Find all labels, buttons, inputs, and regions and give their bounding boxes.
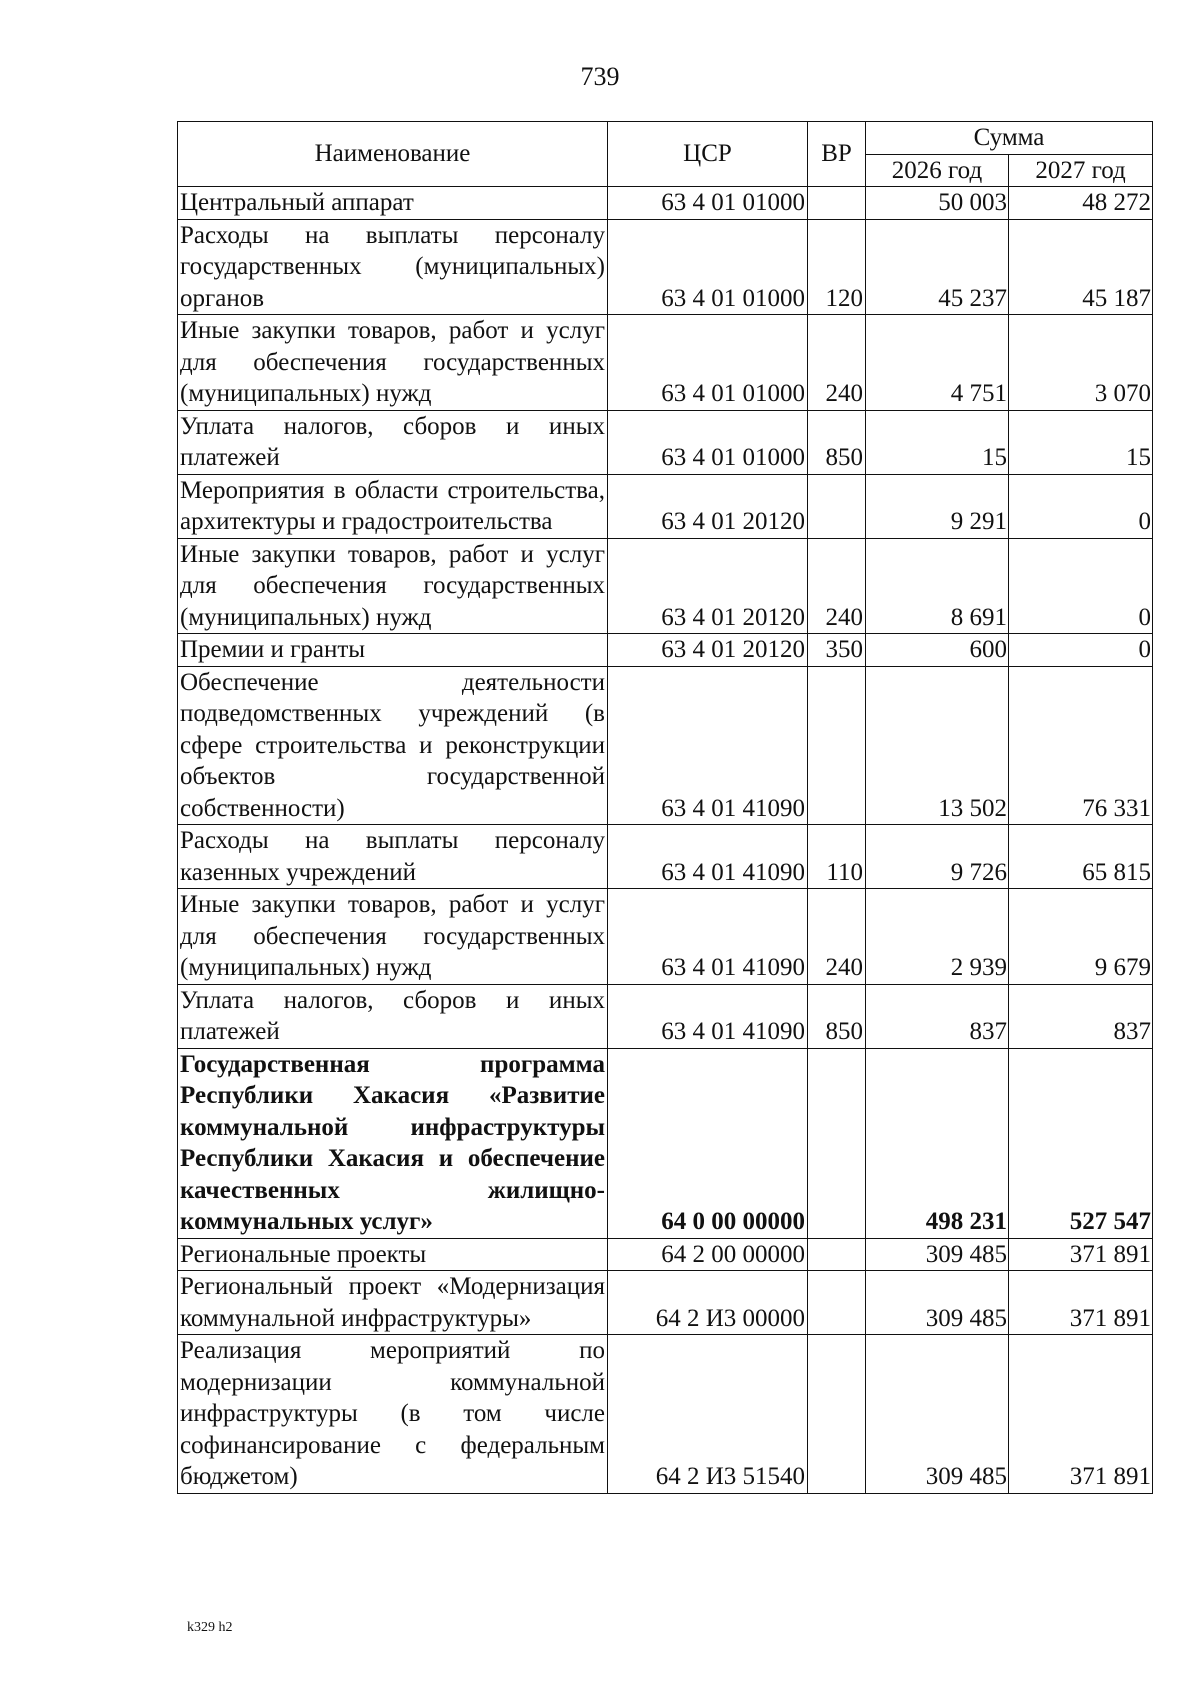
row-sum-2026: 309 485	[866, 1335, 1009, 1494]
row-vr	[808, 666, 866, 825]
row-sum-2026: 9 291	[866, 474, 1009, 538]
row-name: Уплата налогов, сборов и иных платежей	[178, 984, 608, 1048]
row-name: Государственная программа Республики Хакасия «Развитие коммунальной инфраструктуры Республики Хакасия и обеспечение качественных жилищно-коммунальных услуг»	[178, 1048, 608, 1238]
row-csr: 63 4 01 01000	[608, 315, 808, 411]
row-name: Расходы на выплаты персоналу государственных (муниципальных) органов	[178, 219, 608, 315]
row-csr: 63 4 01 20120	[608, 474, 808, 538]
row-sum-2026: 15	[866, 410, 1009, 474]
row-name: Иные закупки товаров, работ и услуг для обеспечения государственных (муниципальных) нужд	[178, 315, 608, 411]
row-sum-2026: 837	[866, 984, 1009, 1048]
row-sum-2026: 2 939	[866, 889, 1009, 985]
row-sum-2027: 371 891	[1009, 1335, 1153, 1494]
row-sum-2026: 8 691	[866, 538, 1009, 634]
header-sum: Сумма	[866, 122, 1153, 155]
row-sum-2027: 837	[1009, 984, 1153, 1048]
row-sum-2026: 50 003	[866, 187, 1009, 220]
row-vr: 850	[808, 984, 866, 1048]
row-name: Расходы на выплаты персоналу казенных учреждений	[178, 825, 608, 889]
row-sum-2026: 498 231	[866, 1048, 1009, 1238]
row-vr: 120	[808, 219, 866, 315]
table-row	[178, 219, 1153, 315]
row-sum-2026: 13 502	[866, 666, 1009, 825]
row-name: Премии и гранты	[178, 634, 608, 667]
table-row	[178, 474, 1153, 538]
row-vr: 240	[808, 315, 866, 411]
row-sum-2027: 3 070	[1009, 315, 1153, 411]
row-sum-2026: 309 485	[866, 1238, 1009, 1271]
row-vr: 240	[808, 889, 866, 985]
table-row	[178, 984, 1153, 1048]
row-csr: 63 4 01 01000	[608, 219, 808, 315]
row-name: Иные закупки товаров, работ и услуг для обеспечения государственных (муниципальных) нужд	[178, 538, 608, 634]
row-vr	[808, 1048, 866, 1238]
row-csr: 64 2 И3 00000	[608, 1271, 808, 1335]
header-year-2026: 2026 год	[866, 154, 1009, 187]
row-sum-2027: 0	[1009, 538, 1153, 634]
table-row	[178, 634, 1153, 667]
row-sum-2026: 4 751	[866, 315, 1009, 411]
footer-code: k329 h2	[187, 1620, 233, 1635]
row-name: Реализация мероприятий по модернизации коммунальной инфраструктуры (в том числе софинансирование с федеральным бюджетом)	[178, 1335, 608, 1494]
row-csr: 64 2 И3 51540	[608, 1335, 808, 1494]
header-year-2027: 2027 год	[1009, 154, 1153, 187]
row-vr	[808, 1238, 866, 1271]
table-row	[178, 1048, 1153, 1238]
header-csr: ЦСР	[608, 122, 808, 187]
budget-table	[177, 121, 1153, 1494]
row-sum-2027: 15	[1009, 410, 1153, 474]
table-row	[178, 1238, 1153, 1271]
row-csr: 64 2 00 00000	[608, 1238, 808, 1271]
row-sum-2027: 76 331	[1009, 666, 1153, 825]
row-vr	[808, 187, 866, 220]
row-name: Обеспечение деятельности подведомственных учреждений (в сфере строительства и реконструкции объектов государственной собственности)	[178, 666, 608, 825]
row-name: Центральный аппарат	[178, 187, 608, 220]
table-row	[178, 538, 1153, 634]
row-sum-2027: 0	[1009, 634, 1153, 667]
row-csr: 63 4 01 41090	[608, 889, 808, 985]
page-number: 739	[580, 62, 620, 91]
row-name: Уплата налогов, сборов и иных платежей	[178, 410, 608, 474]
row-sum-2027: 48 272	[1009, 187, 1153, 220]
row-csr: 63 4 01 41090	[608, 984, 808, 1048]
row-sum-2027: 0	[1009, 474, 1153, 538]
header-name: Наименование	[178, 122, 608, 187]
row-csr: 63 4 01 41090	[608, 825, 808, 889]
row-sum-2026: 45 237	[866, 219, 1009, 315]
table-row	[178, 410, 1153, 474]
row-name: Иные закупки товаров, работ и услуг для обеспечения государственных (муниципальных) нужд	[178, 889, 608, 985]
row-vr: 110	[808, 825, 866, 889]
table-row	[178, 187, 1153, 220]
row-name: Мероприятия в области строительства, архитектуры и градостроительства	[178, 474, 608, 538]
row-vr	[808, 474, 866, 538]
row-csr: 63 4 01 20120	[608, 538, 808, 634]
row-sum-2027: 527 547	[1009, 1048, 1153, 1238]
row-sum-2027: 45 187	[1009, 219, 1153, 315]
row-csr: 63 4 01 01000	[608, 410, 808, 474]
row-sum-2027: 371 891	[1009, 1238, 1153, 1271]
row-name: Региональные проекты	[178, 1238, 608, 1271]
row-csr: 63 4 01 01000	[608, 187, 808, 220]
row-sum-2027: 371 891	[1009, 1271, 1153, 1335]
row-sum-2027: 9 679	[1009, 889, 1153, 985]
table-row	[178, 1335, 1153, 1494]
table-row	[178, 825, 1153, 889]
row-sum-2026: 309 485	[866, 1271, 1009, 1335]
table-row	[178, 889, 1153, 985]
row-csr: 63 4 01 41090	[608, 666, 808, 825]
row-vr: 850	[808, 410, 866, 474]
row-vr	[808, 1335, 866, 1494]
table-row	[178, 666, 1153, 825]
row-sum-2026: 9 726	[866, 825, 1009, 889]
row-vr	[808, 1271, 866, 1335]
row-csr: 63 4 01 20120	[608, 634, 808, 667]
table-row	[178, 315, 1153, 411]
header-vr: ВР	[808, 122, 866, 187]
row-csr: 64 0 00 00000	[608, 1048, 808, 1238]
row-vr: 240	[808, 538, 866, 634]
row-sum-2026: 600	[866, 634, 1009, 667]
table-body	[178, 187, 1153, 1494]
row-sum-2027: 65 815	[1009, 825, 1153, 889]
table-row	[178, 1271, 1153, 1335]
row-vr: 350	[808, 634, 866, 667]
row-name: Региональный проект «Модернизация коммунальной инфраструктуры»	[178, 1271, 608, 1335]
header-row	[178, 122, 1153, 155]
